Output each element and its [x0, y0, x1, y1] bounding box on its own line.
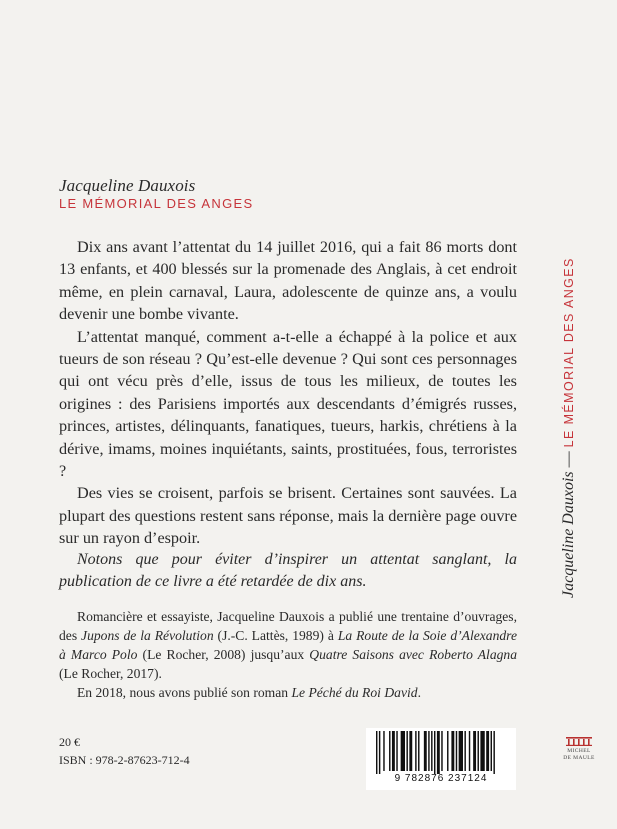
book-title: LE MÉMORIAL DES ANGES: [59, 196, 254, 211]
barcode-bar: [459, 731, 463, 771]
barcode-bar: [473, 731, 476, 771]
barcode-bar: [418, 731, 419, 771]
bio-text: (Le Rocher, 2017).: [59, 666, 162, 681]
spine-dash: —: [560, 447, 577, 472]
barcode-bar: [431, 731, 432, 771]
author-bio: [59, 607, 517, 702]
bio-text: .: [417, 685, 421, 700]
barcode-bar: [464, 731, 465, 771]
note-text: Notons que pour éviter d’inspirer un attentat sanglant, la publication de ce livre a été retardée de dix ans.: [59, 551, 517, 591]
spine-title: LE MÉMORIAL DES ANGES: [562, 257, 576, 448]
barcode-bar: [493, 731, 494, 774]
barcode-bar: [376, 731, 377, 774]
price-isbn-block: [59, 733, 190, 769]
bio-text: En 2018, nous avons publié son roman: [77, 685, 292, 700]
bio-text: Romancière et essayiste, Jacqueline Dauxois a publié une trentaine d’ouvrages, des: [59, 609, 517, 643]
isbn: ISBN : 978-2-87623-712-4: [59, 753, 190, 767]
barcode-bar: [424, 731, 427, 771]
barcode-bar: [389, 731, 390, 771]
bio-work-title: La Route de la Soie d’Alexandre à Marco Polo: [59, 628, 518, 662]
publisher-name-line-1: MICHEL: [567, 748, 591, 754]
bio-text: (J.-C. Lattès, 1989) à: [213, 628, 338, 643]
barcode: [366, 728, 516, 790]
price: 20 €: [59, 735, 80, 749]
spine-text: [560, 257, 578, 598]
spine-author: Jacqueline Dauxois: [560, 471, 577, 598]
barcode-bars: [366, 728, 516, 774]
barcode-bar: [480, 731, 484, 771]
barcode-bar: [437, 731, 440, 774]
synopsis: [59, 236, 517, 550]
synopsis-paragraph-2: L’attentat manqué, comment a-t-elle a échappé à la police et aux tueurs de son réseau ? Qu’est-elle devenue ? Qui sont ces personnages qui ont vécu près d’elle, issus de tous les milieux, de toutes les origines : des Parisiens importés aux descendants d’émigrés russes, princes, artistes, délinquants, fanatiques, tueurs, harkis, chrétiens à la dérive, imams, moines inquiétants, saints, prostituées, fous, terroristes ?: [59, 327, 517, 481]
bio-work-title: Jupons de la Révolution: [81, 628, 214, 643]
barcode-bar: [469, 731, 470, 771]
publisher-note: [59, 549, 517, 594]
barcode-bar: [441, 731, 442, 771]
barcode-bar: [401, 731, 405, 771]
barcode-bar: [406, 731, 407, 771]
barcode-bar: [491, 731, 492, 771]
barcode-bar: [409, 731, 412, 771]
barcode-bar: [447, 731, 448, 771]
barcode-bar: [379, 731, 380, 774]
barcode-digits: 9 782876 237124: [394, 773, 488, 784]
bio-work-title: Quatre Saisons avec Roberto Alagna: [309, 647, 518, 662]
barcode-bar: [434, 731, 435, 774]
barcode-bar: [415, 731, 416, 771]
barcode-bar: [478, 731, 479, 771]
columns-logo-icon: [566, 737, 592, 746]
barcode-bar: [486, 731, 489, 771]
bio-paragraph-1: [59, 607, 517, 683]
synopsis-paragraph-3: Des vies se croisent, parfois se brisent. Certaines sont sauvées. La plupart des questions restent sans réponse, mais la dernière page ouvre sur un rayon d’espoir.: [59, 484, 517, 548]
barcode-bar: [392, 731, 395, 771]
bio-paragraph-2: [59, 683, 517, 702]
barcode-bar: [428, 731, 429, 771]
barcode-bar: [451, 731, 454, 771]
bio-work-title: Le Péché du Roi David: [291, 685, 418, 700]
bio-text: (Le Rocher, 2008) jusqu’aux: [137, 647, 310, 662]
author-name: Jacqueline Dauxois: [59, 176, 196, 195]
publisher-logo: [560, 737, 598, 762]
barcode-bar: [456, 731, 457, 771]
synopsis-paragraph-1: Dix ans avant l’attentat du 14 juillet 2016, qui a fait 86 morts dont 13 enfants, et 400 blessés sur la promenade des Anglais, à cet endroit même, en plein carnaval, Laura, adolescente de quinze ans, a voulu devenir une bombe vivante.: [59, 238, 517, 324]
barcode-bar: [383, 731, 384, 771]
barcode-bar: [396, 731, 397, 771]
publisher-name-line-2: DE MAULE: [563, 755, 595, 761]
